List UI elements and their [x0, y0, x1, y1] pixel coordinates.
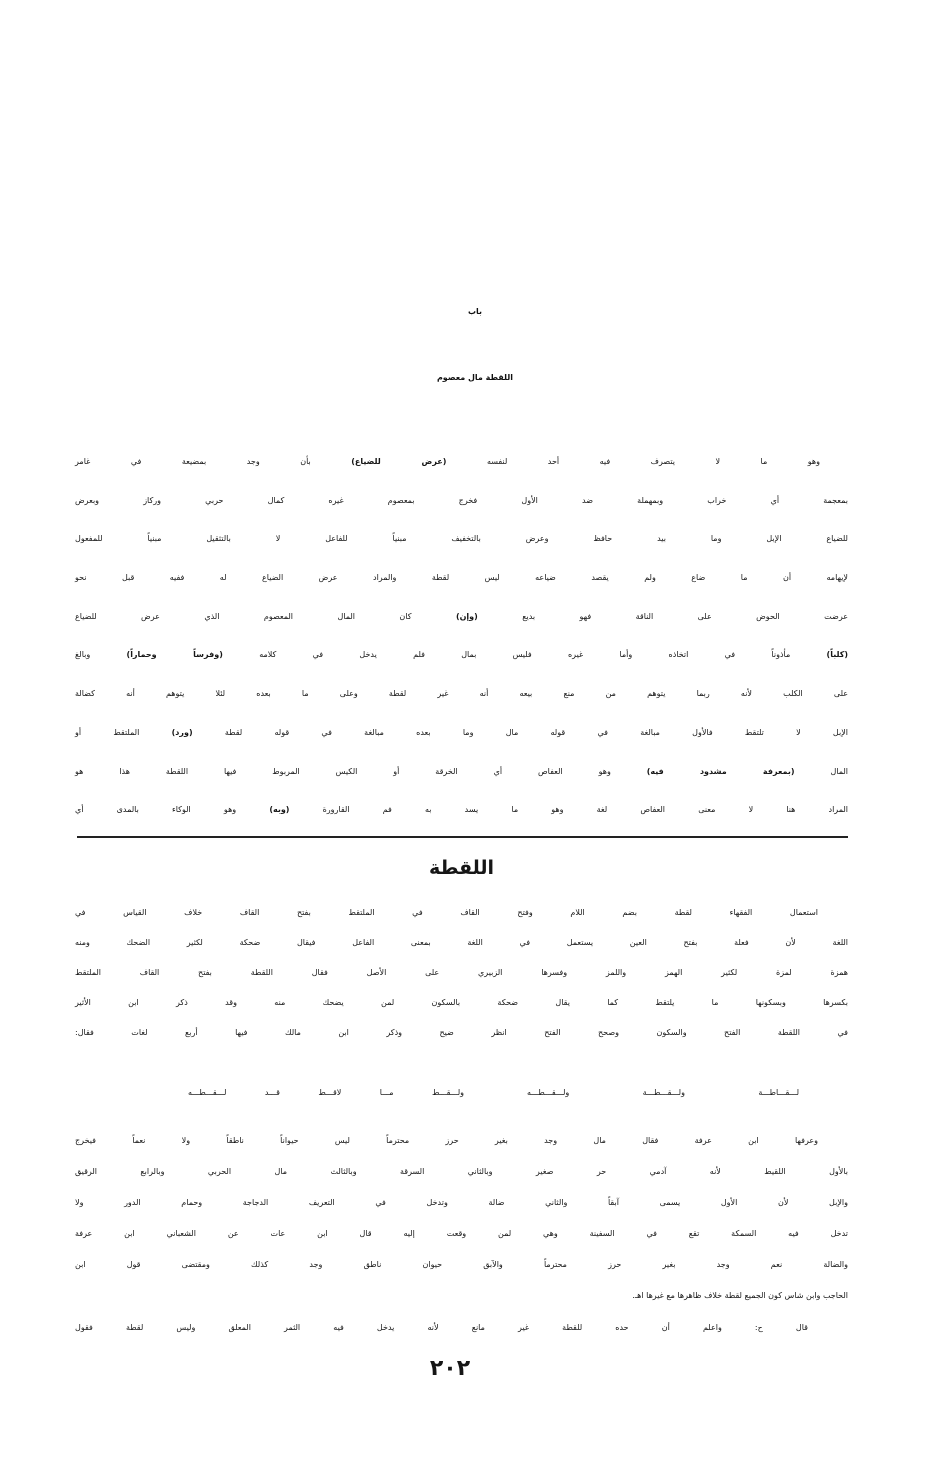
main-line — [75, 636, 848, 675]
chapter-label: باب — [467, 307, 483, 316]
main-line — [75, 714, 848, 753]
text-segment: الملتقط أو — [75, 727, 140, 737]
text-segment: عرضت الحوض على الناقة فهو بديع — [522, 611, 849, 621]
footnote-line: والإبل لأن الأول يسمى آبقاً والثاني ضالة وتدخل في التعريف الدجاجة وحمام الدور ولا — [75, 1198, 848, 1207]
bold-term: (وإن) — [455, 611, 478, 621]
footnote-line: اللغة لأن فعلة بفتح العين يستعمل في اللغة بمعنى الفاعل فيقال ضحكة لكثير الضحك ومنه — [75, 938, 848, 947]
main-line — [75, 482, 848, 521]
text-segment: المال — [830, 766, 849, 776]
main-text — [75, 443, 848, 830]
footnote-line: استعمال الفقهاء لقطة بضم اللام وفتح القاف في الملتقط بفتح القاف خلاف القياس في — [75, 908, 818, 917]
footnote-line: بالأول اللقيط لأنه آدمي حر صغير وبالثاني السرقة وبالثالث مال الحربي وبالرابع الرقيق — [75, 1167, 848, 1176]
main-line — [75, 791, 848, 830]
bold-term: (ورد) — [171, 727, 193, 737]
footnote-line: في اللقطة الفتح والسكون وصحح الفتح انظر ضيح وذكر ابن مالك فيها أربع لغات فقال: — [75, 1028, 848, 1037]
footnote-heading: اللقطة — [428, 857, 495, 879]
footnote-divider — [77, 836, 848, 838]
main-line — [75, 598, 848, 637]
text-segment: كان المال المعصوم الذي عرض للضياع — [75, 611, 412, 621]
footnote-line: والضالة نعم وجد بغير حرز محترماً والآبق حيوان ناطق وجد كذلك ومقتضى قول ابن — [75, 1260, 848, 1269]
main-line — [75, 675, 848, 714]
main-line — [75, 753, 848, 792]
text-segment: وهو العفاص أي الخرقة أو الكيس المربوط فيها اللقطة هذا هو — [75, 766, 611, 776]
page-number: ٢٠٢ — [429, 1356, 471, 1381]
main-line — [75, 520, 848, 559]
verse-first-hemistich: لـــقـــاطـــة ولـــقـــطـــة ولـــقـــطـــه — [527, 1088, 799, 1097]
bold-term: (بمعرفة مشدود فيه) — [646, 766, 795, 776]
text-segment: وهو الوكاء بالمدى أي — [75, 805, 237, 815]
text-segment: المراد هنا لا معنى العفاص لغة وهو ما يسد به فم القارورة — [322, 805, 848, 815]
text-segment: بأن وجد بمضيعة في غامر — [75, 457, 311, 466]
text-segment: وبالغ — [75, 650, 91, 660]
verse-second-hemistich: ولـــقـــط مـــا لاقـــط قـــد لـــقـــطـــه — [188, 1088, 464, 1097]
text-segment: لإيهامه أن ما ضاع ولم يقصد ضياعه ليس لقطة والمراد عرض الضياع له ففيه قبل نحو — [75, 573, 848, 583]
text-segment: مأذوناً في اتخاذه وأما غيره فليس بمال فلم يدخل في كلامه — [259, 650, 791, 660]
text-segment: على الكلب لأنه ربما يتوهم من منع بيعه أنه غير لقطة وعلى ما بعده لئلا يتوهم أنه كضالة — [75, 689, 848, 699]
footnote-line: الحاجب وابن شاس كون الجميع لقطة خلاف ظاهرها مع غيرها اهـ. — [632, 1291, 848, 1300]
footnote-paragraph — [75, 898, 848, 1048]
text-segment: بمعجمة أي خراب وبمهملة ضد الأول فخرج بمعصوم غيره كمال حربي وركاز وبعرض — [75, 495, 848, 505]
footnote-paragraph — [75, 1125, 848, 1311]
main-line — [75, 443, 848, 482]
footnote-line: تدخل فيه السمكة تقع في السفينة وهي لمن وقعت إليه قال ابن عات عن الشعباني ابن عرفة — [75, 1229, 848, 1238]
main-line — [75, 559, 848, 598]
footnote-line: وعرفها ابن عرفة فقال مال وجد بغير حرز محترماً ليس حيواناً ناطقاً ولا نعماً فيخرج — [75, 1136, 818, 1145]
footnote-line: بكسرها وبسكونها ما يلتقط كما يقال ضحكة بالسكون لمن يضحك منه وقد ذكر ابن الأثير — [75, 998, 848, 1007]
footnote-line: قال ح: واعلم أن حده للقطة غير مانع لأنه يدخل فيه الثمر المعلق وليس لقطة فقول — [75, 1323, 808, 1332]
footnote-line: همزة لمزة لكثير الهمز واللمز وفسرها الزبيري على الأصل فقال اللقطة بفتح القاف الملتقط — [75, 968, 848, 977]
chapter-title: اللقطة مال معصوم — [436, 373, 514, 382]
bold-term: (كلباً) — [826, 650, 849, 660]
bold-term: (عرض للضياع) — [351, 457, 447, 466]
bold-term: (وفرساً وحماراً) — [126, 650, 223, 660]
text-segment: للضياع الإبل وما بيد حافظ وعرض بالتخفيف مبنياً للفاعل لا بالتثقيل مبنياً للمفعول — [75, 534, 848, 544]
text-segment: وهو ما لا يتصرف فيه أحد لنفسه — [486, 457, 820, 466]
text-segment: الإبل لا تلتقط فالأول مبالغة في قوله مال وما بعده مبالغة في قوله لقطة — [224, 727, 849, 737]
bold-term: (وبه) — [269, 805, 290, 815]
footnote-paragraph — [75, 1313, 848, 1343]
